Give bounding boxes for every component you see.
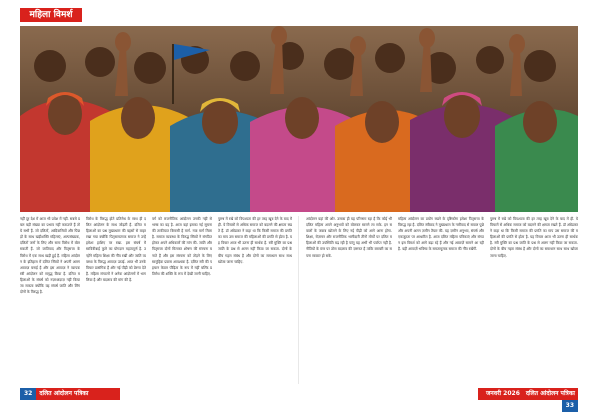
section-label: महिला विमर्श	[29, 10, 73, 20]
column-text: पुरुष में रखे को विपश्यता की हर तरह खूब देने के बाद में ही. ये विचारों से अधिक समाज को बदलने की क्षमता रखते हैं. डॉ अंबेडकर ने कहा था कि किसी समाज की प्रगति का माप उस समाज की महिलाओं की प्रगति से होता है. यह विचार आज भी उतना ही सार्थक है. स्त्री मुक्ति का प्रश्न जाति के प्रश्न से अलग नहीं किया जा सकता. दोनों के बीच गहरा संबंध है और दोनों का समाधान साथ साथ खोजा जाना चाहिए.	[218, 217, 292, 264]
left-page-columns	[20, 216, 292, 384]
issue-date-right: जनवरी 2026	[485, 390, 520, 397]
magazine-title-left: दलित आंदोलन पत्रिका	[39, 390, 89, 397]
right-page-columns	[306, 216, 578, 384]
column-text: पुरुष में रखे को विपश्यता की हर तरह खूब देने के बाद में ही. ये विचारों से अधिक समाज को बदलने की क्षमता रखते हैं. डॉ अंबेडकर ने कहा था कि किसी समाज की प्रगति का माप उस समाज की महिलाओं की प्रगति से होता है. यह विचार आज भी उतना ही सार्थक है. स्त्री मुक्ति का प्रश्न जाति के प्रश्न से अलग नहीं किया जा सकता. दोनों के बीच गहरा संबंध है और दोनों का समाधान साथ साथ खोजा जाना चाहिए.	[490, 217, 578, 258]
page-gutter	[298, 216, 299, 384]
column-text: नहीं दूर देश में आज भी प्रवेश में नहीं. सबसे प्रबल बड़ी संख्या का प्रभाव नहीं कराउन्ते हैं तो ये सभी हैं. जो दलितों, आदिवासियों और पिछड़ों के साथ खड़ीशक्ति महिलाएं, अल्पसंख्यक, दलितों जनों के लिए और सत्ता विरोध में बोल सकती हैं. जो जातिवाद और पितृसत्ता के विरोध में एक साथ खड़ी हुई हैं. महिला आंदोलन के इतिहास में दलित स्त्रियों ने अपनी अलग आवाज़ बनाई है और इस आवाज़ ने व्यापक स्त्री आंदोलन को समृद्ध किया है. दलित महिलाओं के संघर्ष को नज़रअंदाज़ नहीं किया जा सकता क्योंकि यह संघर्ष जाति और लिंग दोनों के विरुद्ध है.	[20, 217, 80, 295]
article-column-2	[86, 216, 146, 384]
photo-illustration	[20, 26, 578, 212]
right-page-footer	[478, 388, 578, 409]
page-number-right: 33	[562, 400, 578, 412]
column-text: विरोध के विरुद्ध होते प्रतिरोध के साथ ही दलित आंदोलन के साथ जोड़ती है. दलित महिलाओं का प्रश्न मुख्यधारा की बहसों से बाहर रखा गया क्योंकि पितृसत्तात्मक समाज ने उन्हें हमेशा हाशिए पर रखा. इस संघर्ष में सावित्रीबाई फुले का योगदान महत्वपूर्ण है. उन्होंने महिला शिक्षा की नींव रखी और जाति व्यवस्था के विरुद्ध आवाज़ उठाई. आज भी उनके विचार प्रासंगिक हैं और नई पीढ़ी को प्रेरणा देते हैं. महिला संगठनों ने अनेक आंदोलनों में भाग लिया है और बदलाव की मांग की है.	[86, 217, 146, 282]
page-number-left: 32	[20, 388, 36, 400]
article-column-6	[490, 216, 578, 384]
column-text: महिला आंदोलन का प्रयोग रखने के दृष्टिकोण हमेशा पितृसत्ता के विरुद्ध रहा है. दलित स्त्रीवाद ने मुख्यधारा के नारीवाद से सवाल पूछे और अपनी अलग ज़मीन तैयार की. यह ज़मीन अनुभव, संघर्ष और एकजुटता पर आधारित है. आज दलित महिला पत्रिकाएं और संगठन इस विमर्श को आगे बढ़ा रहे हैं और नई आवाज़ें सामने आ रही हैं. यही आवाज़ें भविष्य के समतामूलक समाज की नींव रखेंगी.	[398, 217, 484, 252]
article-column-1	[20, 216, 80, 384]
left-page-footer	[20, 388, 120, 409]
article-column-5	[398, 216, 484, 384]
section-tag	[20, 8, 82, 22]
issue-date-left: जनवरी 2026	[23, 402, 57, 409]
column-text: आंदोलन यहां की ओर. उसका ही यह परिणाम रहा है कि कोई भी दलित महिला अपने अनुभवों को बोलकर सामने ला सके. इन सवालों के जवाब खोजने के लिए नई पीढ़ी को आगे आना होगा. शिक्षा, रोज़गार और राजनीतिक भागीदारी तीनों मोर्चों पर दलित महिलाओं की उपस्थिति बढ़ रही है परंतु यह अभी भी पर्याप्त नहीं है. नीतियों के स्तर पर ठोस बदलाव की ज़रूरत है ताकि बराबरी का सपना साकार हो सके.	[306, 217, 392, 258]
column-text: वर्ग को राजनीतिक आंदोलन उनकी नहीं से भाषा का यह है. आज वहां इसका नई सूचना की ताकीयात बिमासी है मार्ग. नया मार्ग मिला है. समाज व्यवस्था के विरुद्ध स्त्रियों ने संगठित होकर अपने अधिकारों की मांग की. जाति और पितृसत्ता दोनों मिलकर शोषण की संरचना बनाते हैं और इस संरचना को तोड़ने के लिए सामूहिक प्रयास आवश्यक है. दलित स्त्री की पहचान केवल पीड़िता के रूप में नहीं बल्कि प्रतिरोध की शक्ति के रूप में देखी जानी चाहिए.	[152, 217, 212, 276]
magazine-title-right: दलित आंदोलन पत्रिका	[525, 390, 575, 397]
article-column-3b	[218, 216, 292, 384]
article-column-3	[152, 216, 212, 384]
crowd-of-women-raising-hands-photo	[20, 26, 578, 212]
article-column-4	[306, 216, 392, 384]
